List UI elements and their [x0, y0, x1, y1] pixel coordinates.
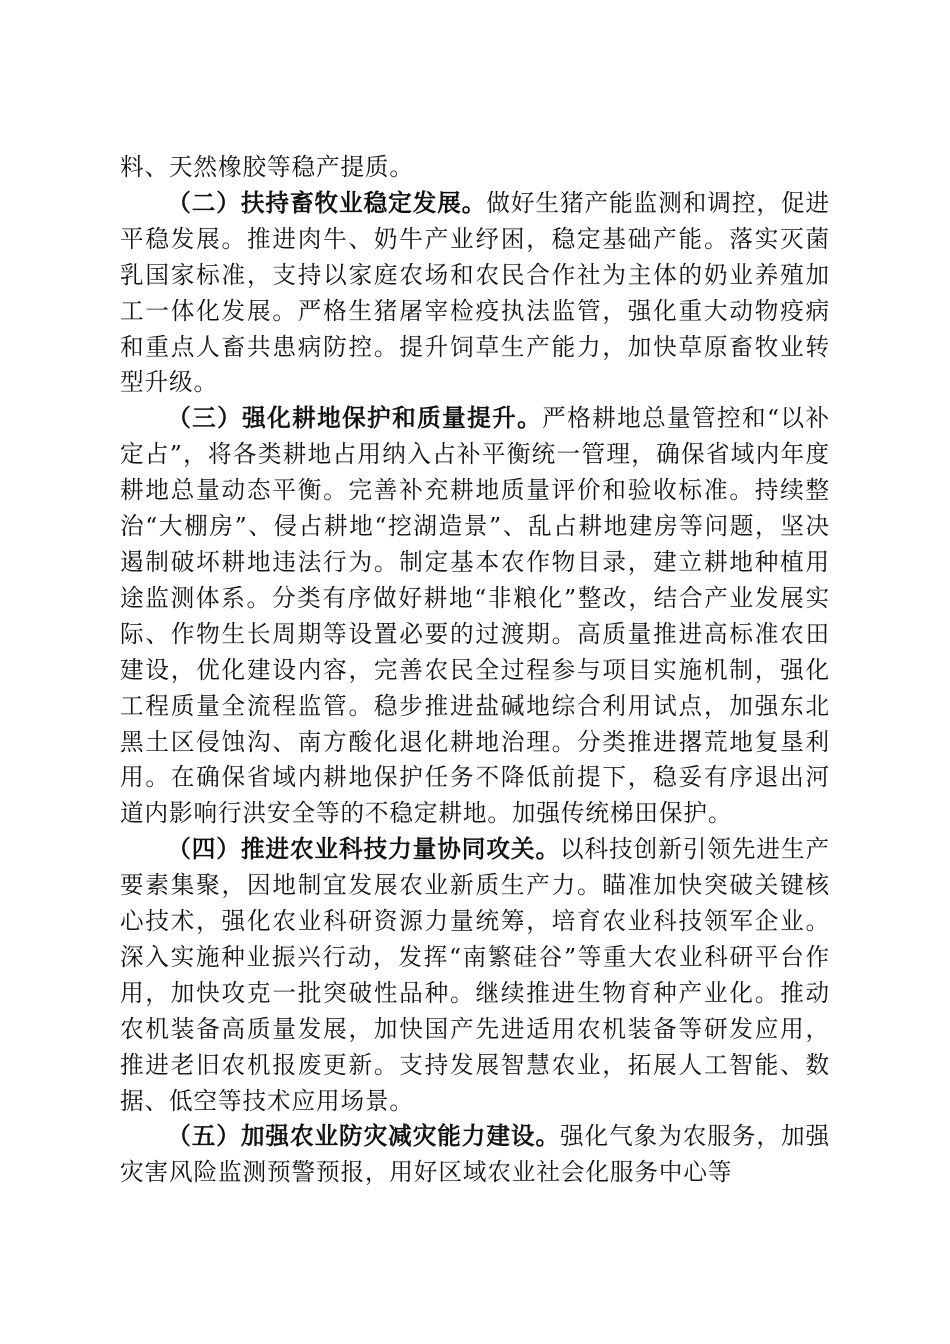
paragraph-heading: （二）扶持畜牧业稳定发展。	[167, 188, 487, 217]
paragraph-livestock	[120, 186, 830, 401]
paragraph-technology	[120, 832, 830, 1119]
paragraph-continuation	[120, 150, 830, 186]
paragraph-heading: （四）推进农业科技力量协同攻关。	[167, 835, 560, 864]
paragraph-body: 严格耕地总量管控和“以补定占”，将各类耕地占用纳入占补平衡统一管理，确保省域内年度耕地总量动态平衡。完善补充耕地质量评价和验收标准。持续整治“大棚房”、侵占耕地“挖湖造景”、乱占耕地建房等问题，坚决遏制破坏耕地违法行为。制定基本农作物目录，建立耕地种植用途监测体系。分类有序做好耕地“非粮化”整改，结合产业发展实际、作物生长周期等设置必要的过渡期。高质量推进高标准农田建设，优化建设内容，完善农民全过程参与项目实施机制，强化工程质量全流程监管。稳步推进盐碱地综合利用试点，加强东北黑土区侵蚀沟、南方酸化退化耕地治理。分类推进撂荒地复垦利用。在确保省域内耕地保护任务不降低前提下，稳妥有序退出河道内影响行洪安全等的不稳定耕地。加强传统梯田保护。	[120, 404, 830, 828]
document-body	[120, 150, 830, 1191]
paragraph-body: 以科技创新引领先进生产要素集聚，因地制宜发展农业新质生产力。瞄准加快突破关键核心技术，强化农业科研资源力量统筹，培育农业科技领军企业。深入实施种业振兴行动，发挥“南繁硅谷”等重大农业科研平台作用，加快攻克一批突破性品种。继续推进生物育种产业化。推动农机装备高质量发展，加快国产先进适用农机装备等研发应用，推进老旧农机报废更新。支持发展智慧农业，拓展人工智能、数据、低空等技术应用场景。	[120, 835, 830, 1115]
paragraph-body: 做好生猪产能监测和调控，促进平稳发展。推进肉牛、奶牛产业纾困，稳定基础产能。落实灭菌乳国家标准，支持以家庭农场和农民合作社为主体的奶业养殖加工一体化发展。严格生猪屠宰检疫执法监管，强化重大动物疫病和重点人畜共患病防控。提升饲草生产能力，加快草原畜牧业转型升级。	[120, 188, 830, 397]
paragraph-heading: （五）加强农业防灾减灾能力建设。	[167, 1122, 560, 1151]
paragraph-disaster-prevention	[120, 1119, 830, 1191]
paragraph-farmland	[120, 401, 830, 832]
paragraph-body: 强化气象为农服务，加强灾害风险监测预警预报，用好区域农业社会化服务中心等	[120, 1122, 830, 1187]
paragraph-body: 料、天然橡胶等稳产提质。	[120, 153, 414, 181]
paragraph-heading: （三）强化耕地保护和质量提升。	[167, 404, 543, 433]
